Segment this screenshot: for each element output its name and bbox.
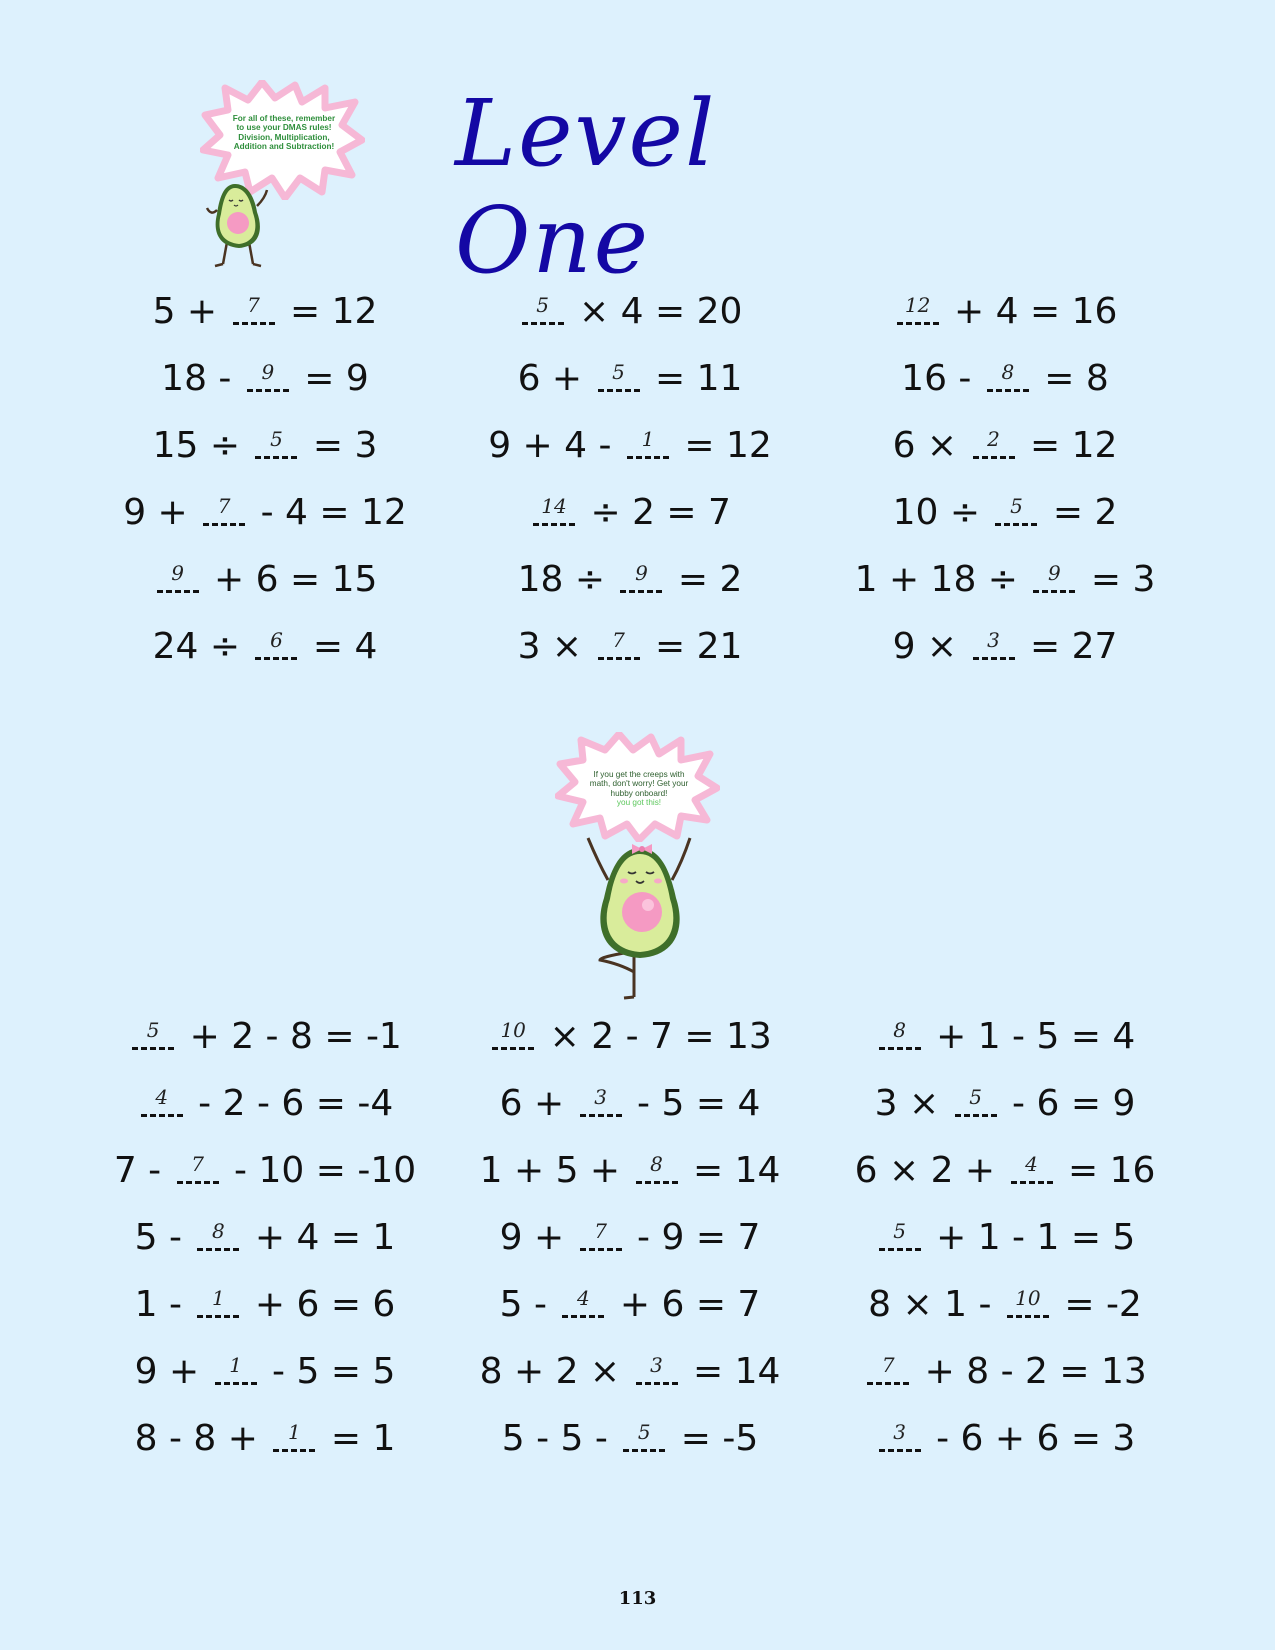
handwritten-answer: 1 [288, 1420, 301, 1444]
equation-text: = -5 [669, 1418, 759, 1459]
handwritten-answer: 2 [987, 427, 1000, 451]
equation-text: 16 - [901, 358, 983, 399]
handwritten-answer: 5 [146, 1018, 160, 1042]
handwritten-answer: 8 [212, 1219, 225, 1243]
avocado-character-icon [205, 180, 275, 272]
handwritten-answer: 8 [650, 1152, 663, 1176]
equation-text: ÷ 2 = 7 [579, 492, 731, 533]
answer-blank[interactable] [867, 1353, 909, 1385]
handwritten-answer: 5 [270, 427, 283, 451]
handwritten-answer: 4 [155, 1085, 169, 1109]
equation-text: + 4 = 1 [243, 1217, 396, 1258]
bubble-line: math, don't worry! Get your [589, 779, 689, 789]
answer-blank[interactable] [522, 293, 564, 325]
blank-line [973, 657, 1015, 660]
equation-text: = 9 [292, 358, 369, 399]
equation-text: × 2 - 7 = 13 [538, 1016, 772, 1057]
equation [65, 1216, 465, 1260]
handwritten-answer: 9 [261, 360, 275, 384]
equation [805, 558, 1205, 602]
answer-blank[interactable] [636, 1353, 678, 1385]
handwritten-answer: 4 [1025, 1152, 1038, 1176]
bubble-line: to use your DMAS rules! [236, 123, 332, 133]
handwritten-answer: 8 [1001, 360, 1015, 384]
answer-blank[interactable] [973, 427, 1015, 459]
handwritten-answer: 9 [1048, 561, 1061, 585]
equation-text: 15 ÷ [152, 425, 252, 466]
equation-text: = 12 [1018, 425, 1118, 466]
handwritten-answer: 7 [217, 494, 231, 518]
equation [65, 558, 465, 602]
equation [430, 558, 830, 602]
blank-line [867, 1382, 909, 1385]
handwritten-answer: 10 [500, 1018, 526, 1042]
handwritten-answer: 7 [191, 1152, 204, 1176]
answer-blank[interactable] [598, 360, 640, 392]
equation-text: 5 - [499, 1284, 559, 1325]
equation-text: + 4 = 16 [942, 291, 1118, 332]
page-title: Level One [455, 80, 717, 294]
handwritten-answer: 8 [893, 1018, 906, 1042]
equation-text: 9 + 4 - [488, 425, 623, 466]
blank-line [562, 1315, 604, 1318]
handwritten-answer: 7 [881, 1353, 895, 1377]
equation [805, 1149, 1205, 1193]
equation-text: 5 - 5 - [501, 1418, 620, 1459]
bubble-line: Addition and Subtraction! [233, 142, 335, 152]
answer-blank[interactable] [255, 628, 297, 660]
equation-text: 6 × [892, 425, 969, 466]
equation-text: 6 + [499, 1083, 576, 1124]
equation [805, 491, 1205, 535]
answer-blank[interactable] [215, 1353, 257, 1385]
handwritten-answer: 3 [987, 628, 1000, 652]
blank-line [233, 322, 275, 325]
equation-text: = 14 [681, 1150, 781, 1191]
bubble-line: If you get the creeps with [593, 770, 685, 779]
blank-line [255, 657, 297, 660]
equation-text: + 6 = 7 [608, 1284, 761, 1325]
equation-text: + 8 - 2 = 13 [913, 1351, 1147, 1392]
equation-text: + 6 = 6 [243, 1284, 396, 1325]
blank-line [987, 389, 1029, 392]
answer-blank[interactable] [132, 1018, 174, 1050]
equation-text: 9 + [134, 1351, 211, 1392]
handwritten-answer: 5 [969, 1085, 982, 1109]
blank-line [492, 1047, 534, 1050]
handwritten-answer: 7 [247, 293, 260, 317]
equation [805, 424, 1205, 468]
handwritten-answer: 12 [904, 293, 931, 317]
handwritten-answer: 1 [641, 427, 655, 451]
answer-blank[interactable] [255, 427, 297, 459]
handwritten-answer: 1 [229, 1353, 242, 1377]
handwritten-answer: 14 [541, 494, 567, 518]
equation-text: - 5 = 4 [625, 1083, 761, 1124]
blank-line [522, 322, 564, 325]
equation-text: = 3 [301, 425, 378, 466]
handwritten-answer: 5 [1010, 494, 1023, 518]
equation-text: = -2 [1052, 1284, 1142, 1325]
equation [430, 491, 830, 535]
equation-text: - 10 = -10 [222, 1150, 417, 1191]
equation [430, 1149, 830, 1193]
equation-text: 8 - 8 + [134, 1418, 270, 1459]
blank-line [955, 1114, 997, 1117]
answer-blank[interactable] [897, 293, 939, 325]
equation-text: + 1 - 1 = 5 [924, 1217, 1136, 1258]
equation-text: = 11 [643, 358, 743, 399]
blank-line [247, 389, 289, 392]
blank-line [623, 1449, 665, 1452]
equation [65, 424, 465, 468]
equation-text: - 9 = 7 [625, 1217, 761, 1258]
blank-line [197, 1315, 239, 1318]
bubble-line: you got this! [616, 798, 662, 808]
equation-text: 10 ÷ [892, 492, 992, 533]
handwritten-answer: 7 [594, 1219, 607, 1243]
equation [430, 625, 830, 669]
answer-blank[interactable] [247, 360, 289, 392]
equation-text: + 1 - 5 = 4 [924, 1016, 1136, 1057]
handwritten-answer: 6 [270, 628, 283, 652]
answer-blank[interactable] [1033, 561, 1075, 593]
blank-line [879, 1449, 921, 1452]
answer-blank[interactable] [879, 1018, 921, 1050]
equation-text: = 2 [666, 559, 743, 600]
equation-text: 24 ÷ [152, 626, 252, 667]
blank-line [1011, 1181, 1053, 1184]
blank-line [203, 523, 245, 526]
answer-blank[interactable] [636, 1152, 678, 1184]
blank-line [598, 389, 640, 392]
equation-text: - 6 + 6 = 3 [924, 1418, 1136, 1459]
equation-text: 1 + 18 ÷ [854, 559, 1030, 600]
equation [805, 1283, 1205, 1327]
blank-line [995, 523, 1037, 526]
answer-blank[interactable] [620, 561, 662, 593]
equation-text: - 4 = 12 [249, 492, 407, 533]
equation-text: 9 + [499, 1217, 576, 1258]
equation [805, 625, 1205, 669]
blank-line [157, 590, 199, 593]
equation [430, 1283, 830, 1327]
blank-line [255, 456, 297, 459]
equation-text: = 21 [643, 626, 743, 667]
blank-line [973, 456, 1015, 459]
answer-blank[interactable] [995, 494, 1037, 526]
answer-blank[interactable] [598, 628, 640, 660]
answer-blank[interactable] [580, 1219, 622, 1251]
equation-text: = 12 [672, 425, 772, 466]
equation [430, 1082, 830, 1126]
answer-blank[interactable] [233, 293, 275, 325]
bubble-line: hubby onboard! [610, 788, 668, 798]
equation-text: 18 - [161, 358, 243, 399]
blank-line [620, 590, 662, 593]
equation-text: 6 + [517, 358, 594, 399]
answer-blank[interactable] [177, 1152, 219, 1184]
handwritten-answer: 9 [171, 561, 184, 585]
answer-blank[interactable] [1007, 1286, 1049, 1318]
handwritten-answer: 5 [893, 1219, 906, 1243]
blank-line [533, 523, 575, 526]
answer-blank[interactable] [533, 494, 575, 526]
equation [65, 357, 465, 401]
equation-text: 7 - [113, 1150, 173, 1191]
equation [430, 1216, 830, 1260]
blank-line [897, 322, 939, 325]
equation [430, 290, 830, 334]
equation [430, 1350, 830, 1394]
equation-text: 6 × 2 + [854, 1150, 1007, 1191]
equation-text: + 6 = 15 [202, 559, 378, 600]
equation-text: - 6 = 9 [1000, 1083, 1136, 1124]
blank-line [636, 1382, 678, 1385]
bubble-line: For all of these, remember [232, 114, 336, 123]
handwritten-answer: 5 [536, 293, 549, 317]
handwritten-answer: 9 [635, 561, 648, 585]
blank-line [273, 1449, 315, 1452]
equation [805, 1082, 1205, 1126]
equation-text: 5 - [134, 1217, 194, 1258]
equation-text: 9 × [892, 626, 969, 667]
equation [65, 1082, 465, 1126]
answer-blank[interactable] [197, 1286, 239, 1318]
equation-text: 1 + 5 + [479, 1150, 632, 1191]
equation-text: = 8 [1032, 358, 1109, 399]
equation [805, 290, 1205, 334]
equation-text: - 5 = 5 [260, 1351, 396, 1392]
equation [430, 1015, 830, 1059]
handwritten-answer: 5 [612, 360, 625, 384]
equation [65, 1350, 465, 1394]
answer-blank[interactable] [157, 561, 199, 593]
equation [805, 1015, 1205, 1059]
equation [65, 491, 465, 535]
answer-blank[interactable] [492, 1018, 534, 1050]
equation-text: = 4 [301, 626, 378, 667]
equation-text: × 4 = 20 [567, 291, 743, 332]
blank-line [879, 1248, 921, 1251]
handwritten-answer: 4 [577, 1286, 590, 1310]
handwritten-answer: 1 [212, 1286, 225, 1310]
equation-text: = 27 [1018, 626, 1118, 667]
blank-line [580, 1114, 622, 1117]
equation [65, 1417, 465, 1461]
blank-line [879, 1047, 921, 1050]
answer-blank[interactable] [623, 1420, 665, 1452]
equation-text: 1 - [134, 1284, 194, 1325]
blank-line [132, 1047, 174, 1050]
equation-text: = 1 [319, 1418, 396, 1459]
equation-text: 18 ÷ [517, 559, 617, 600]
equation [805, 1216, 1205, 1260]
equation-text: = 2 [1041, 492, 1118, 533]
answer-blank[interactable] [879, 1420, 921, 1452]
answer-blank[interactable] [973, 628, 1015, 660]
equation-text: = 14 [681, 1351, 781, 1392]
equation-text: = 12 [278, 291, 378, 332]
equation-text: 8 × 1 - [868, 1284, 1003, 1325]
equation [65, 625, 465, 669]
answer-blank[interactable] [273, 1420, 315, 1452]
blank-line [1033, 590, 1075, 593]
bubble-line: Division, Multiplication, [238, 132, 330, 142]
answer-blank[interactable] [1011, 1152, 1053, 1184]
blank-line [627, 456, 669, 459]
handwritten-answer: 3 [594, 1085, 607, 1109]
equation-text: 3 × [517, 626, 594, 667]
equation [805, 1350, 1205, 1394]
answer-blank[interactable] [580, 1085, 622, 1117]
blank-line [197, 1248, 239, 1251]
handwritten-answer: 10 [1015, 1286, 1041, 1310]
blank-line [598, 657, 640, 660]
equation-text: = 16 [1056, 1150, 1156, 1191]
equation [65, 290, 465, 334]
equation [430, 424, 830, 468]
answer-blank[interactable] [562, 1286, 604, 1318]
equation [65, 1015, 465, 1059]
equation-text: 5 + [152, 291, 229, 332]
avocado-character-icon [580, 832, 700, 1002]
equation [430, 1417, 830, 1461]
answer-blank[interactable] [197, 1219, 239, 1251]
equation-text: - 2 - 6 = -4 [186, 1083, 394, 1124]
answer-blank[interactable] [987, 360, 1029, 392]
blank-line [215, 1382, 257, 1385]
handwritten-answer: 3 [893, 1420, 906, 1444]
equation [805, 357, 1205, 401]
equation [65, 1149, 465, 1193]
page-number: 113 [618, 1588, 657, 1609]
blank-line [1007, 1315, 1049, 1318]
equation-text: 8 + 2 × [479, 1351, 632, 1392]
answer-blank[interactable] [955, 1085, 997, 1117]
blank-line [141, 1114, 183, 1117]
blank-line [636, 1181, 678, 1184]
handwritten-answer: 3 [650, 1353, 663, 1377]
equation [65, 1283, 465, 1327]
answer-blank[interactable] [141, 1085, 183, 1117]
handwritten-answer: 5 [637, 1420, 651, 1444]
speech-bubble-encouragement [555, 732, 720, 842]
equation [430, 357, 830, 401]
answer-blank[interactable] [627, 427, 669, 459]
equation-text: = 3 [1079, 559, 1156, 600]
equation-text: 9 + [123, 492, 200, 533]
blank-line [177, 1181, 219, 1184]
answer-blank[interactable] [879, 1219, 921, 1251]
handwritten-answer: 7 [612, 628, 625, 652]
equation-text: + 2 - 8 = -1 [178, 1016, 402, 1057]
answer-blank[interactable] [203, 494, 245, 526]
equation [805, 1417, 1205, 1461]
blank-line [580, 1248, 622, 1251]
equation-text: 3 × [874, 1083, 951, 1124]
